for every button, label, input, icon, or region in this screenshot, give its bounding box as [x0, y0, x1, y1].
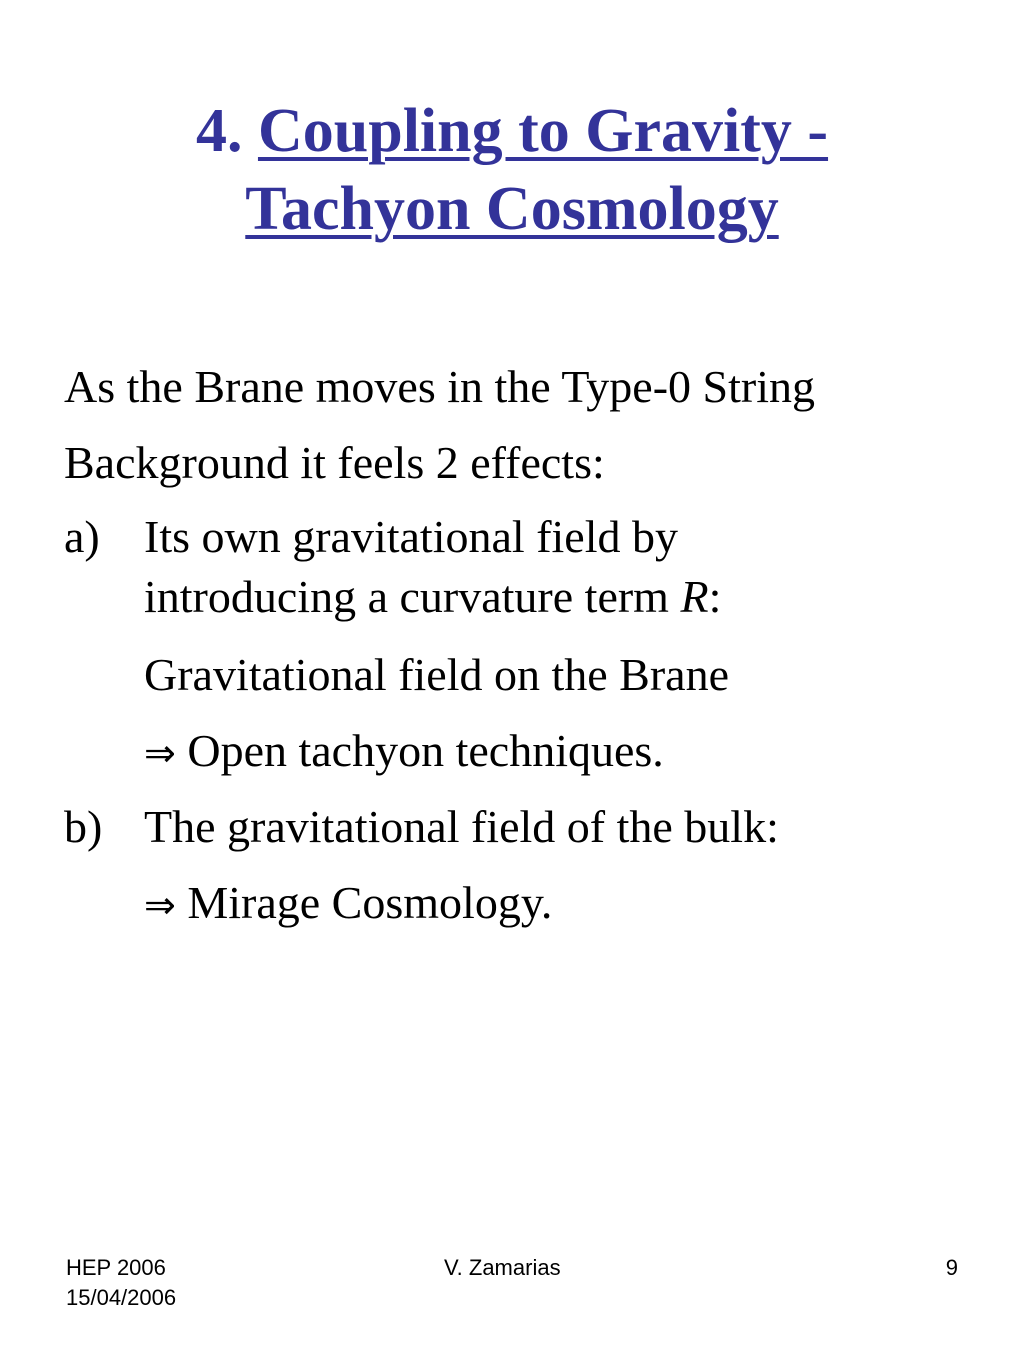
footer-conference: HEP 2006 — [66, 1255, 166, 1280]
intro-line-1: As the Brane moves in the Type-0 String — [64, 361, 815, 412]
slide-title — [0, 92, 1024, 248]
item-b-line-2-text: Mirage Cosmology. — [175, 877, 553, 928]
title-line-2 — [0, 170, 1024, 248]
item-b-line-2 — [144, 876, 552, 932]
item-a-marker: a) — [64, 511, 100, 562]
item-b-marker: b) — [64, 801, 103, 852]
footer-left — [66, 1253, 176, 1313]
item-a-line-4 — [144, 724, 664, 780]
implies-arrow-icon-2: ⇒ — [144, 883, 176, 927]
curvature-variable: R — [680, 571, 709, 622]
implies-arrow-icon: ⇒ — [144, 731, 176, 775]
title-line-1 — [0, 92, 1024, 170]
footer-author: V. Zamarias — [444, 1255, 561, 1280]
footer-date: 15/04/2006 — [66, 1285, 177, 1310]
title-number: 4. — [195, 97, 243, 165]
item-a-colon: : — [708, 571, 722, 622]
item-a-line-1: Its own gravitational field by — [144, 511, 678, 562]
intro-line-2: Background it feels 2 effects: — [64, 437, 605, 488]
title-link-part-2[interactable]: Tachyon Cosmology — [245, 175, 779, 243]
item-a-line-4-text: Open tachyon techniques. — [175, 725, 664, 776]
item-a-line-2-text: introducing a curvature term — [144, 571, 681, 622]
title-link-part-1[interactable]: Coupling to Gravity - — [257, 97, 829, 165]
item-a-line-3: Gravitational field on the Brane — [144, 649, 730, 700]
item-b-line-1: The gravitational field of the bulk: — [144, 801, 779, 852]
item-a-line-2 — [144, 570, 721, 624]
footer-page-number: 9 — [945, 1255, 958, 1280]
